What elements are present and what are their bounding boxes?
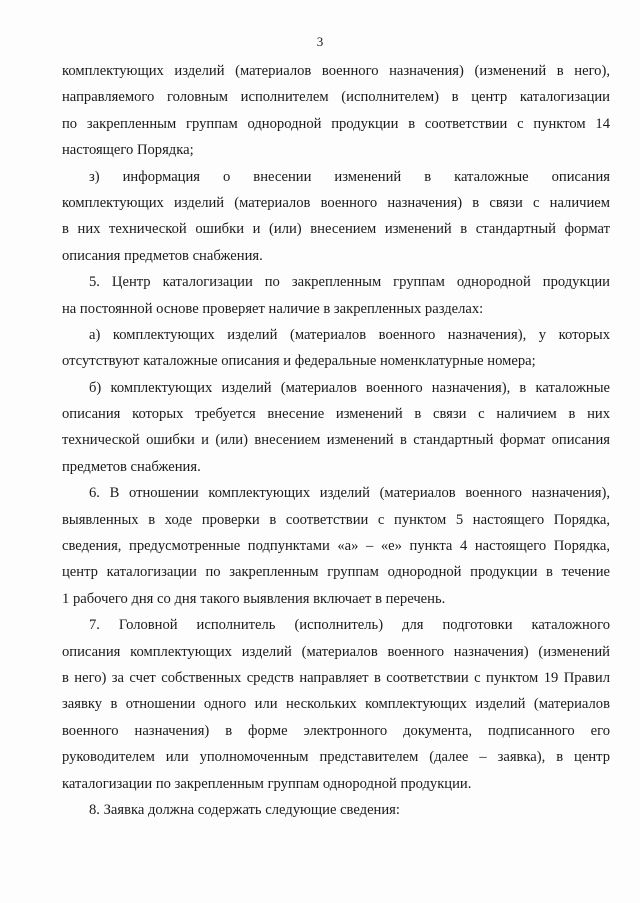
paragraph-5-line: 5. Центр каталогизации по закрепленным группам однородной продукции <box>89 274 610 291</box>
text-line: каталогизации по закрепленным группам однородной продукции. <box>62 775 472 792</box>
subitem-b-line: б) комплектующих изделий (материалов военного назначения), в каталожные <box>89 379 610 396</box>
text-line: направляемого головным исполнителем (исполнителем) в центр каталогизации <box>62 89 610 106</box>
text-line: описания комплектующих изделий (материалов военного назначения) (изменений <box>62 643 610 660</box>
text-line: комплектующих изделий (материалов военного назначения) в связи с наличием <box>62 194 610 211</box>
document-body <box>62 58 610 823</box>
text-line: на постоянной основе проверяет наличие в закрепленных разделах: <box>62 300 484 317</box>
paragraph-8-line: 8. Заявка должна содержать следующие сведения: <box>89 801 400 818</box>
text-line: комплектующих изделий (материалов военного назначения) (изменений в него), <box>62 63 610 79</box>
text-line: выявленных в ходе проверки в соответствии с пунктом 5 настоящего Порядка, <box>62 511 610 528</box>
text-line: в него) за счет собственных средств направляет в соответствии с пунктом 19 Правил <box>62 669 610 686</box>
text-line: описания предметов снабжения. <box>62 247 263 264</box>
text-line: технической ошибки и (или) внесением изменений в стандартный формат описания <box>62 432 610 449</box>
text-line: по закрепленным группам однородной продукции в соответствии с пунктом 14 <box>62 115 610 132</box>
text-line: 1 рабочего дня со дня такого выявления включает в перечень. <box>62 590 446 607</box>
text-line: военного назначения) в форме электронного документа, подписанного его <box>62 722 610 739</box>
text-line: сведения, предусмотренные подпунктами «а» – «е» пункта 4 настоящего Порядка, <box>62 538 610 555</box>
text-line: описания которых требуется внесение изменений в связи с наличием в них <box>62 406 610 423</box>
text-line: предметов снабжения. <box>62 458 201 475</box>
text-line: руководителем или уполномоченным представителем (далее – заявка), в центр <box>62 749 610 766</box>
text-line: отсутствуют каталожные описания и федеральные номенклатурные номера; <box>62 353 536 370</box>
text-line: в них технической ошибки и (или) внесением изменений в стандартный формат <box>62 221 610 238</box>
text-line: заявку в отношении одного или нескольких комплектующих изделий (материалов <box>62 696 610 713</box>
paragraph-7-line: 7. Головной исполнитель (исполнитель) для подготовки каталожного <box>89 617 610 634</box>
subitem-z-line: з) информация о внесении изменений в каталожные описания <box>89 168 610 185</box>
text-line: центр каталогизации по закрепленным группам однородной продукции в течение <box>62 564 610 581</box>
paragraph-6-line: 6. В отношении комплектующих изделий (материалов военного назначения), <box>89 485 610 502</box>
subitem-a-line: а) комплектующих изделий (материалов военного назначения), у которых <box>89 326 610 343</box>
page-number: 3 <box>316 34 324 49</box>
text-line: настоящего Порядка; <box>62 142 194 159</box>
